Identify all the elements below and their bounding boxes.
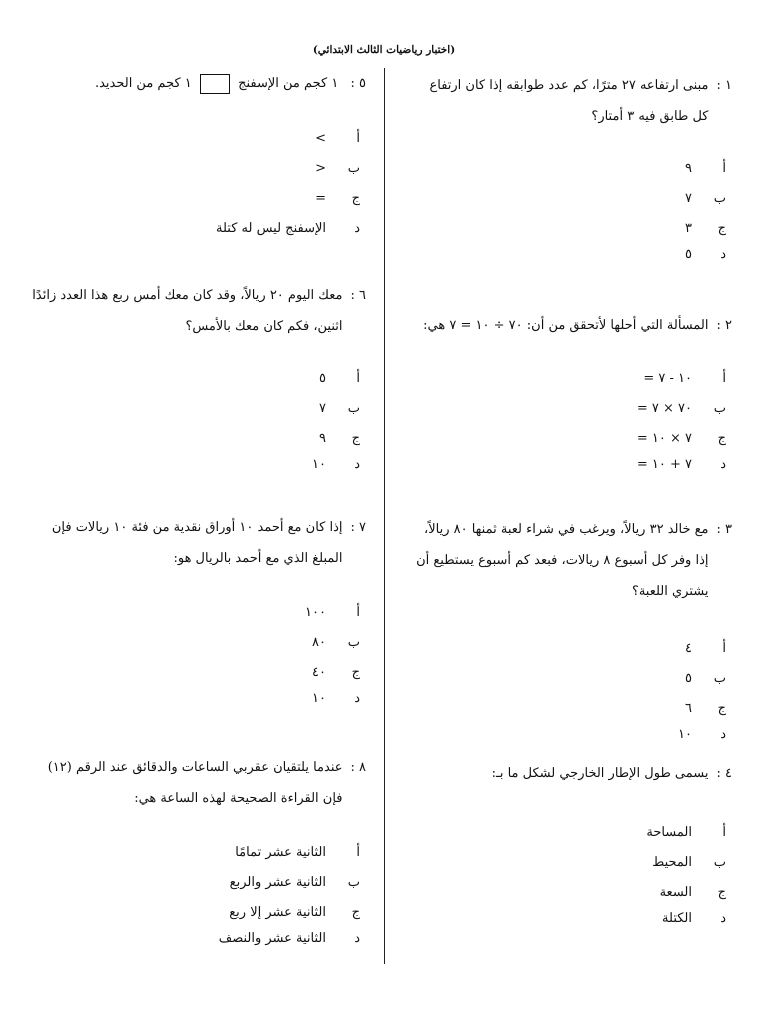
option-value: المساحة: [646, 825, 692, 840]
option-value: ٣: [685, 221, 692, 236]
page-title: (اختبار رياضيات الثالث الابتدائي): [312, 44, 456, 56]
question-text-before: ١ كجم من الإسفنج: [238, 76, 339, 91]
option-a[interactable]: [646, 822, 726, 844]
question-number: ٨ :: [350, 760, 366, 775]
question-7: [26, 512, 366, 574]
option-value: <: [315, 161, 326, 176]
option-value: ٤: [685, 641, 692, 656]
option-letter: ج: [717, 701, 726, 716]
option-value: ١٠: [678, 727, 692, 742]
option-c[interactable]: [685, 698, 726, 720]
option-d[interactable]: [662, 908, 726, 930]
option-c[interactable]: [312, 662, 360, 684]
question-8: [26, 752, 366, 814]
option-letter: ب: [347, 401, 360, 416]
option-letter: أ: [722, 641, 726, 656]
option-value: ٥: [685, 671, 692, 686]
option-letter: د: [354, 457, 360, 472]
option-letter: أ: [356, 605, 360, 620]
option-value: المحيط: [652, 855, 692, 870]
option-value: ٧: [319, 401, 326, 416]
option-value: ٧٠ × ٧ =: [636, 401, 692, 416]
option-value: =: [315, 191, 326, 206]
question-6: [26, 280, 366, 342]
option-letter: ج: [351, 191, 360, 206]
question-text: المسألة التي أحلها لأتحقق من أن: ٧٠ ÷ ١٠ = ٧ هي:: [423, 318, 709, 333]
question-number: ٣ :: [716, 522, 732, 537]
option-value: ٧ × ١٠ =: [636, 431, 692, 446]
question-4: [414, 758, 732, 789]
option-b[interactable]: [319, 398, 360, 420]
option-a[interactable]: [643, 368, 726, 390]
option-letter: ج: [351, 905, 360, 920]
option-letter: ج: [717, 221, 726, 236]
option-letter: أ: [722, 825, 726, 840]
option-letter: ب: [713, 671, 726, 686]
option-letter: أ: [722, 371, 726, 386]
option-letter: د: [354, 691, 360, 706]
option-c[interactable]: [319, 428, 360, 450]
option-value: الإسفنج ليس له كتلة: [216, 221, 326, 236]
option-b[interactable]: [685, 188, 726, 210]
option-letter: ب: [713, 191, 726, 206]
option-b[interactable]: [312, 632, 360, 654]
option-d[interactable]: [685, 244, 726, 266]
question-text: عندما يلتقيان عقربي الساعات والدقائق عند الرقم (١٢) فإن القراءة الصحيحة لهذه الساعة هي:: [47, 760, 343, 806]
option-b[interactable]: [230, 872, 360, 894]
option-letter: ب: [347, 161, 360, 176]
option-value: الثانية عشر والنصف: [218, 931, 326, 946]
option-a[interactable]: [319, 368, 360, 390]
option-value: الكتلة: [662, 911, 692, 926]
option-value: ٤٠: [312, 665, 326, 680]
option-d[interactable]: [637, 454, 726, 476]
option-value: ٥: [319, 371, 326, 386]
option-value: ١٠: [312, 691, 326, 706]
option-letter: د: [720, 457, 726, 472]
option-value: ٩: [319, 431, 326, 446]
option-value: ٥: [685, 247, 692, 262]
option-value: ٦: [685, 701, 692, 716]
option-b[interactable]: [685, 668, 726, 690]
option-a[interactable]: [685, 158, 726, 180]
option-b[interactable]: [315, 158, 360, 180]
option-letter: ب: [347, 875, 360, 890]
option-a[interactable]: [305, 602, 360, 624]
option-letter: ج: [717, 431, 726, 446]
question-number: ١ :: [716, 78, 732, 93]
option-value: ٨٠: [312, 635, 326, 650]
question-1: [414, 70, 732, 132]
option-letter: ب: [713, 855, 726, 870]
question-number: ٥ :: [350, 76, 366, 91]
option-b[interactable]: [652, 852, 726, 874]
option-a[interactable]: [685, 638, 726, 660]
option-c[interactable]: [685, 218, 726, 240]
option-letter: د: [720, 727, 726, 742]
option-c[interactable]: [660, 882, 726, 904]
question-text: معك اليوم ٢٠ ريالاً، وقد كان معك أمس ربع هذا العدد زائدًا اثنين، فكم كان معك بالأمس؟: [32, 288, 343, 334]
option-letter: أ: [722, 161, 726, 176]
option-c[interactable]: [229, 902, 360, 924]
question-text: مبنى ارتفاعه ٢٧ مترًا، كم عدد طوابقه إذا كان ارتفاع كل طابق فيه ٣ أمتار؟: [429, 78, 709, 124]
option-value: ٩: [685, 161, 692, 176]
option-value: ١٠ - ٧ =: [643, 371, 692, 386]
option-d[interactable]: [312, 454, 360, 476]
option-letter: ب: [347, 635, 360, 650]
option-letter: د: [354, 221, 360, 236]
option-letter: أ: [356, 845, 360, 860]
option-value: >: [315, 131, 326, 146]
option-a[interactable]: [315, 128, 360, 150]
option-d[interactable]: [219, 928, 360, 950]
option-a[interactable]: [235, 842, 360, 864]
option-d[interactable]: [312, 688, 360, 710]
question-number: ٤ :: [716, 766, 732, 781]
option-value: السعة: [659, 885, 692, 900]
question-text: إذا كان مع أحمد ١٠ أوراق نقدية من فئة ١٠ ريالات فإن المبلغ الذي مع أحمد بالريال هو:: [51, 520, 343, 566]
column-divider: [384, 68, 385, 964]
option-c[interactable]: [315, 188, 360, 210]
option-value: الثانية عشر تمامًا: [235, 845, 326, 860]
answer-blank-box[interactable]: [200, 74, 230, 94]
option-d[interactable]: [216, 218, 360, 240]
question-2: [414, 310, 732, 341]
option-letter: ب: [713, 401, 726, 416]
option-letter: أ: [356, 131, 360, 146]
option-letter: د: [720, 247, 726, 262]
question-number: ٢ :: [716, 318, 732, 333]
question-3: [414, 514, 732, 607]
option-value: الثانية عشر إلا ربع: [229, 905, 326, 920]
option-value: ١٠٠: [305, 605, 326, 620]
question-text: يسمى طول الإطار الخارجي لشكل ما بـ:: [491, 766, 709, 781]
question-text: مع خالد ٣٢ ريالاً، ويرغب في شراء لعبة ثمنها ٨٠ ريالاً، إذا وفر كل أسبوع ٨ ريالات، فبعد كم أسبوع يستطيع أن يشتري اللعبة؟: [416, 522, 709, 599]
question-number: ٦ :: [350, 288, 366, 303]
option-letter: ج: [351, 431, 360, 446]
question-text-after: ١ كجم من الحديد.: [94, 76, 192, 91]
option-value: ٧: [685, 191, 692, 206]
option-value: ١٠: [312, 457, 326, 472]
option-b[interactable]: [637, 398, 726, 420]
option-letter: د: [720, 911, 726, 926]
option-letter: ج: [717, 885, 726, 900]
option-letter: د: [354, 931, 360, 946]
option-letter: أ: [356, 371, 360, 386]
option-letter: ج: [351, 665, 360, 680]
option-value: الثانية عشر والربع: [229, 875, 326, 890]
question-5: [26, 72, 366, 96]
option-c[interactable]: [637, 428, 726, 450]
option-value: ٧ + ١٠ =: [636, 457, 692, 472]
option-d[interactable]: [678, 724, 726, 746]
question-number: ٧ :: [350, 520, 366, 535]
